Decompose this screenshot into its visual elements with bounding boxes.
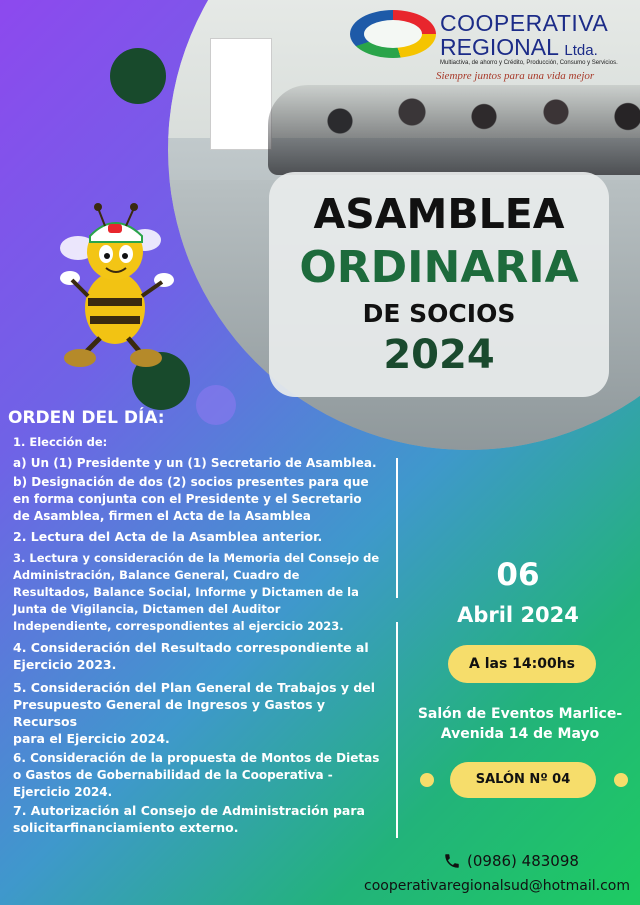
event-venue: Salón de Eventos Marlice- Avenida 14 de Mayo [417,706,623,742]
logo-slogan: Siempre juntos para una vida mejor [436,70,595,82]
logo-services: Multiactiva, de ahorro y Crédito, Producción, Consumo y Servicios. [440,60,618,66]
agenda-item: a) Un (1) Presidente y un (1) Secretario de Asamblea. [13,456,377,470]
contact-phone [443,852,579,870]
title-year: 2024 [383,332,495,378]
bee-mascot [50,200,180,370]
agenda-item: 4. Consideración del Resultado correspondiente al Ejercicio 2023. [13,640,369,672]
agenda-item: 7. Autorización al Consejo de Administración para solicitarfinanciamiento externo. [13,803,365,835]
event-day: 06 [496,557,540,593]
agenda-heading: ORDEN DEL DÍA: [8,408,165,428]
decor-dot-right [614,773,628,787]
agenda-list [13,434,391,836]
logo-name-line1: COOPERATIVA [440,10,609,36]
agenda-item: b) Designación de dos (2) socios presentes para que en forma conjunta con el Presidente y el Secretario de Asamblea, firmen el Acta de la Asamblea [13,475,369,523]
decor-circle-faint [196,385,236,425]
decor-circle-top [110,48,166,104]
phone-number: (0986) 483098 [467,852,579,870]
agenda-item: 5. Consideración del Plan General de Trabajos y del Presupuesto General de Ingresos y Gastos y Recursos para el Ejercicio 2024. [13,680,376,746]
event-month: Abril 2024 [457,603,579,627]
event-room-badge: SALÓN Nº 04 [450,762,596,798]
logo-emblem [350,10,436,58]
photo-audience [268,85,640,175]
agenda-item: 3. Lectura y consideración de la Memoria del Consejo de Administración, Balance General, Cuadro de Resultados, Balance Social, Informe y Dictamen de la Junta de Vigilancia, Dictamen del Auditor Independiente, correspondientes al ejercicio 2023. [13,551,380,633]
event-time-badge: A las 14:00hs [448,645,596,683]
divider-line [396,622,398,838]
logo-name-line2: REGIONAL Ltda. [440,34,598,60]
logo-suffix: Ltda. [564,42,598,59]
contact-email: cooperativaregionalsud@hotmail.com [364,878,630,894]
phone-icon [443,852,461,870]
title-line1: ASAMBLEA [313,190,565,238]
agenda-item: 6. Consideración de la propuesta de Montos de Dietas o Gastos de Gobernabilidad de la Cooperativa - Ejercicio 2024. [13,751,380,799]
title-line2: ORDINARIA [299,242,579,293]
title-line3: DE SOCIOS [362,299,516,328]
photo-banner [210,38,272,150]
title-box [269,172,609,397]
agenda-item: 1. Elección de: [13,435,108,449]
decor-dot-left [420,773,434,787]
agenda-item: 2. Lectura del Acta de la Asamblea anterior. [13,529,323,544]
cooperative-logo [350,8,635,88]
